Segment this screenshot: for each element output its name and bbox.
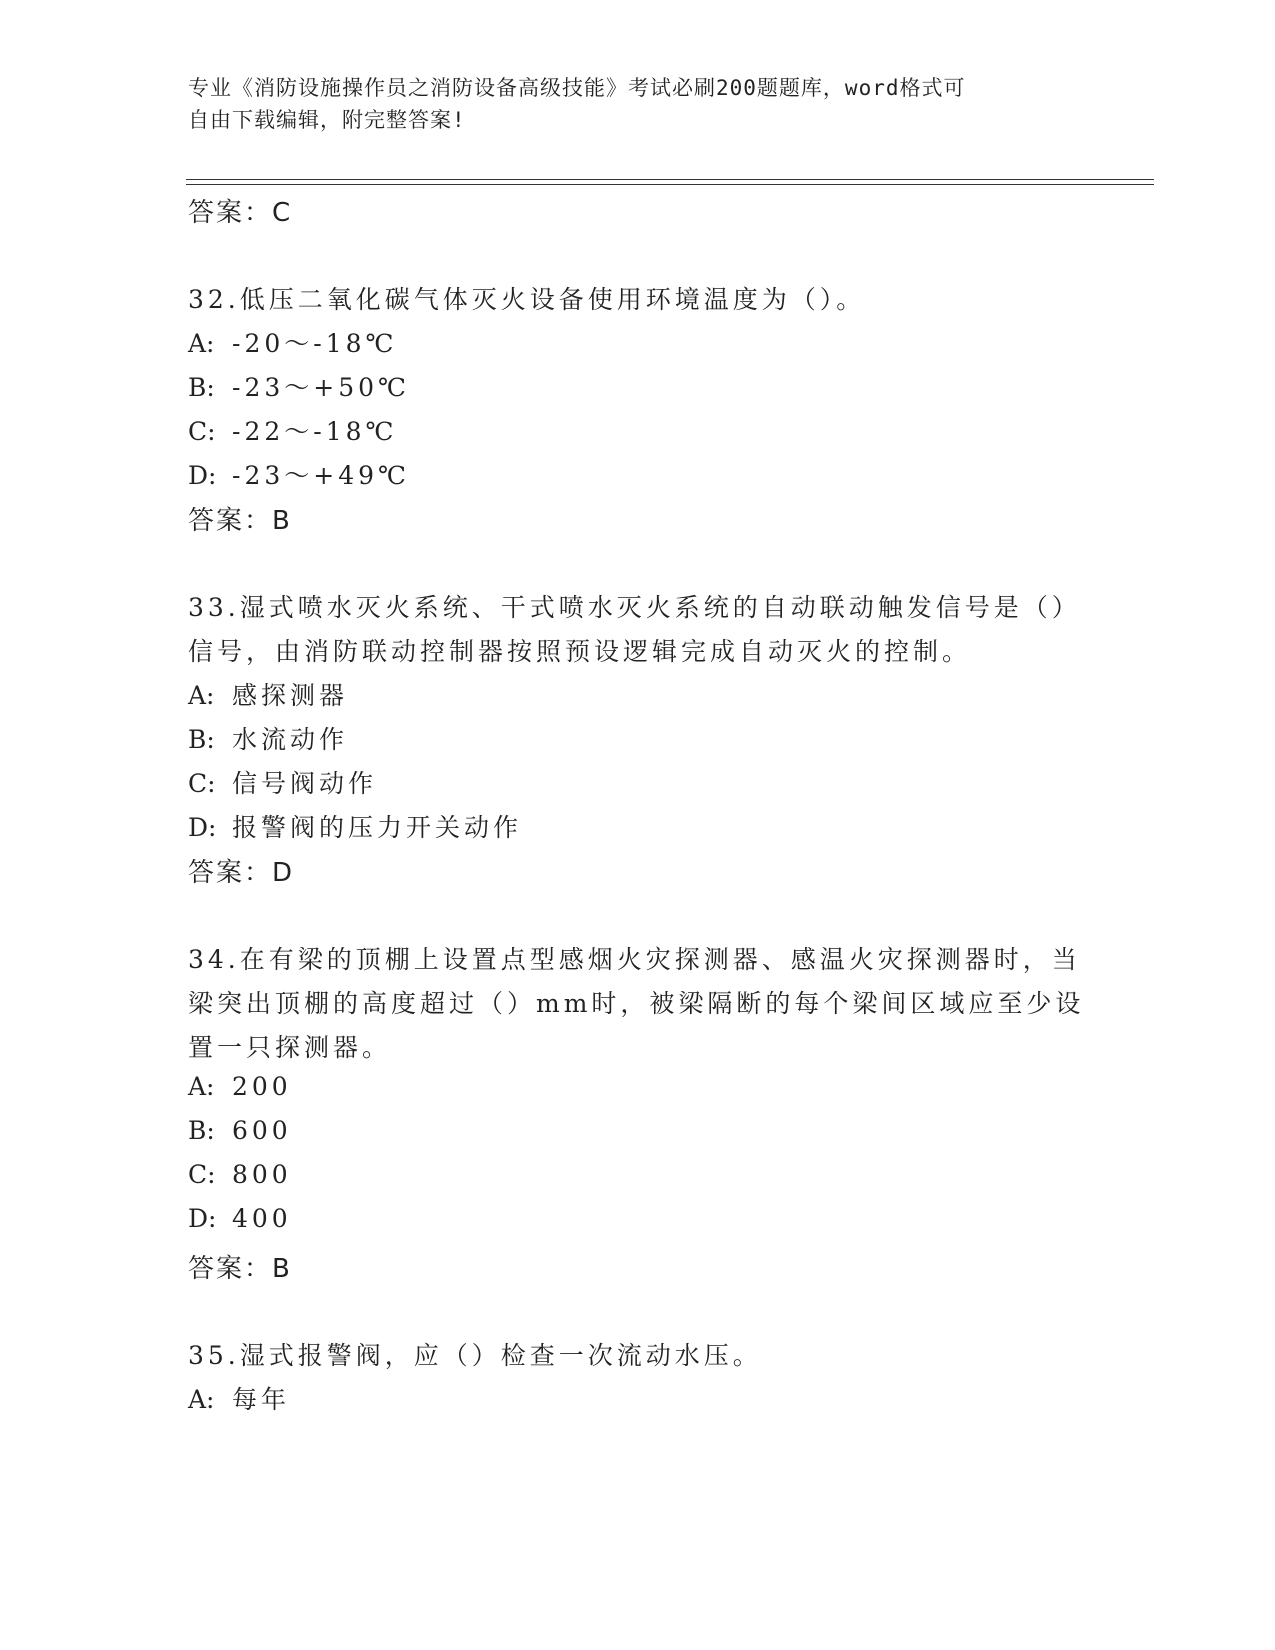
option-item xyxy=(188,368,410,404)
option-item xyxy=(188,412,397,448)
document-header xyxy=(188,72,1068,136)
option-text: 报警阀的压力开关动作 xyxy=(232,813,523,842)
option-label: B: xyxy=(188,1116,215,1145)
option-label: D: xyxy=(188,813,217,842)
option-item xyxy=(188,764,377,800)
option-label: C: xyxy=(188,1160,216,1189)
option-label: B: xyxy=(188,725,215,754)
option-text: 每年 xyxy=(232,1385,291,1414)
option-text: -22～-18℃ xyxy=(232,417,398,446)
option-text: -23～+50℃ xyxy=(232,373,410,402)
option-item xyxy=(188,1160,292,1189)
header-line-2: 自由下载编辑，附完整答案! xyxy=(188,108,466,132)
header-line-1: 专业《消防设施操作员之消防设备高级技能》考试必刷200题题库，word格式可 xyxy=(188,76,966,100)
option-item xyxy=(188,456,410,492)
option-item xyxy=(188,720,348,756)
question-text-line: 33.湿式喷水灭火系统、干式喷水灭火系统的自动联动触发信号是（） xyxy=(188,593,1081,622)
option-text: 水流动作 xyxy=(232,725,349,754)
option-text: -23～+49℃ xyxy=(232,461,410,490)
option-label: C: xyxy=(188,769,216,798)
option-label: A: xyxy=(188,681,215,710)
question-text-line: 置一只探测器。 xyxy=(188,1033,392,1062)
option-item xyxy=(188,1380,290,1416)
answer-line: 答案：B xyxy=(188,506,292,536)
option-label: A: xyxy=(188,329,215,358)
option-text: 信号阀动作 xyxy=(232,769,378,798)
option-label: B: xyxy=(188,373,215,402)
answer-line: 答案：D xyxy=(188,858,295,888)
option-item xyxy=(188,1116,292,1145)
option-text: 感探测器 xyxy=(232,681,349,710)
option-item xyxy=(188,676,348,712)
option-text: 800 xyxy=(232,1160,292,1189)
option-item xyxy=(188,1072,292,1101)
header-divider-top xyxy=(186,179,1154,180)
option-label: D: xyxy=(188,461,217,490)
question-text-line: 35.湿式报警阀，应（）检查一次流动水压。 xyxy=(188,1341,762,1370)
option-item xyxy=(188,1204,292,1233)
option-label: A: xyxy=(188,1385,215,1414)
option-text: 400 xyxy=(232,1204,292,1233)
question-text-line: 信号，由消防联动控制器按照预设逻辑完成自动灭火的控制。 xyxy=(188,637,972,666)
answer-line: 答案：C xyxy=(188,198,293,228)
option-item xyxy=(188,808,522,844)
option-text: -20～-18℃ xyxy=(232,329,398,358)
question-text-line: 32.低压二氧化碳气体灭火设备使用环境温度为（）。 xyxy=(188,285,866,314)
header-divider-bottom xyxy=(186,184,1154,185)
option-label: A: xyxy=(188,1072,215,1101)
option-label: C: xyxy=(188,417,216,446)
option-label: D: xyxy=(188,1204,217,1233)
option-text: 200 xyxy=(232,1072,292,1101)
answer-line: 答案：B xyxy=(188,1254,292,1284)
question-text-line: 梁突出顶棚的高度超过（）mm时，被梁隔断的每个梁间区域应至少设 xyxy=(188,989,1085,1018)
option-text: 600 xyxy=(232,1116,292,1145)
question-text-line: 34.在有梁的顶棚上设置点型感烟火灾探测器、感温火灾探测器时，当 xyxy=(188,945,1081,974)
option-item xyxy=(188,324,397,360)
